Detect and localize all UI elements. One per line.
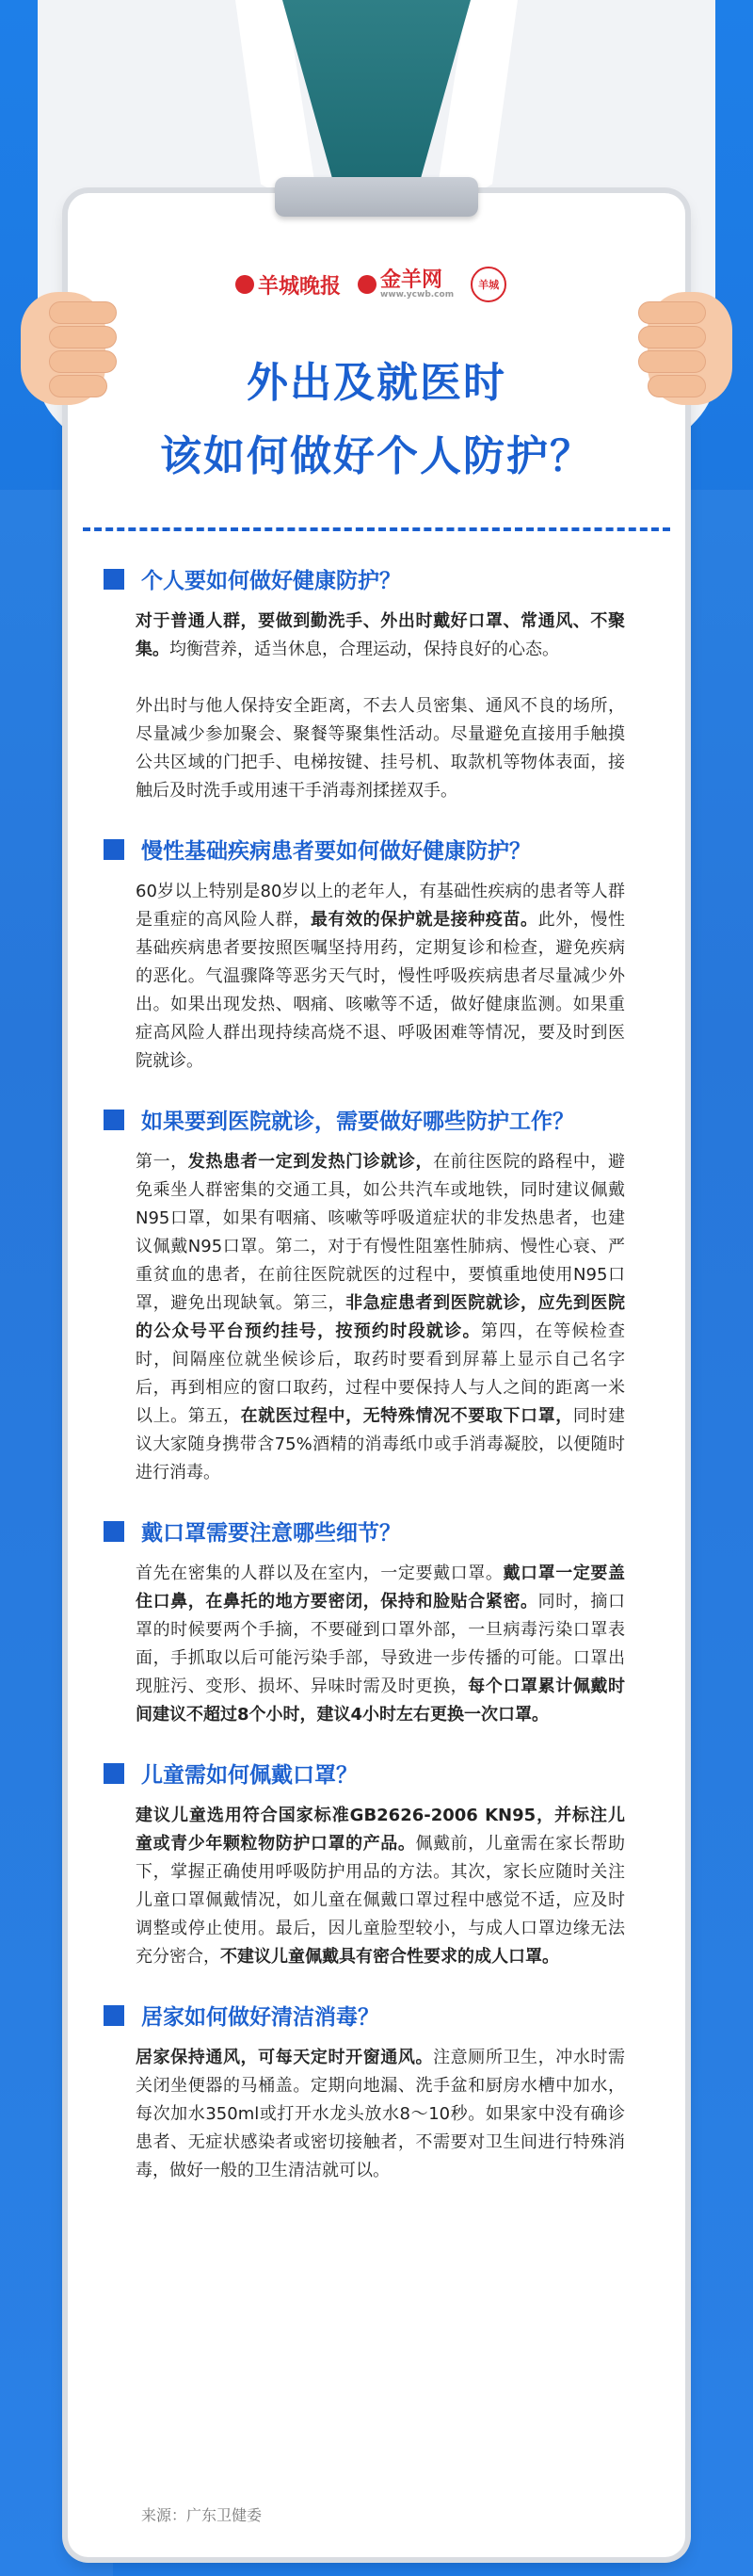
body-text: 此外，慢性基础疾病患者要按照医嘱坚持用药，定期复诊和检查，避免疾病的恶化。气温骤降等恶劣天气时，慢性呼吸疾病患者尽量减少外出。如果出现发热、咽痛、咳嗽等不适，做好健康监测。如果重症高风险人群出现持续高烧不退、呼吸困难等情况，要及时到医院就诊。 [136,910,626,1071]
source-credit: 来源：广东卫健委 [141,2506,263,2524]
logo-yangcheng-evening-news: 羊城晚报 [235,270,341,300]
section-heading-text: 慢性基础疾病患者要如何做好健康防护？ [141,839,531,864]
emphasis-text: 在就医过程中，无特殊情况不要取下口罩， [240,1406,573,1426]
section-heading-text: 个人要如何做好健康防护？ [141,569,401,593]
body-text: 第四，在等候检查时，间隔座位就坐候诊后，取药时要看到屏幕上显示自己名字后，再到相应的窗口取药，过程中要保持人与人之间的距离一米以上。第五， [136,1321,626,1426]
page-title-line1: 外出及就医时 [247,359,506,407]
section-1 [104,563,631,805]
section-heading [104,1104,631,1135]
body-text: 在前往医院的路程中，避免乘坐人群密集的交通工具，如公共汽车或地铁，同时建议佩戴N95口罩，如果有咽痛、咳嗽等呼吸道症状的非发热患者，也建议佩戴N95口罩。第二，对于有慢性阻塞性肺病、慢性心衰、严重贫血的患者，在前往医院就医的过程中，要慎重地使用N95口罩，避免出现缺氧。第三， [136,1152,626,1313]
emphasis-text: 每个口罩累计佩戴时间建议不超过8个小时，建议4小时左右更换一次口罩。 [136,1677,626,1725]
body-text: 外出时与他人保持安全距离，不去人员密集、通风不良的场所，尽量减少参加聚会、聚餐等聚集性活动。尽量避免直接用手触摸公共区域的门把手、电梯按键、挂号机、取款机等物体表面，接触后及时洗手或用速干手消毒剂揉搓双手。 [136,696,625,801]
emphasis-text: 非急症患者到医院就诊，应先到医院的公众号平台预约挂号，按预约时段就诊。 [136,1293,626,1341]
section-heading-text: 居家如何做好清洁消毒？ [141,2005,379,2030]
section-paragraph [136,2044,625,2185]
section-paragraph [136,1560,625,1729]
logo-mark-icon [235,275,254,294]
emphasis-text: 戴口罩一定要盖住口鼻，在鼻托的地方要密闭，保持和脸贴合紧密。 [136,1563,626,1612]
section-heading-text: 儿童需如何佩戴口罩？ [141,1763,358,1788]
emphasis-text: 对于普通人群，要做到勤洗手、外出时戴好口罩、常通风、不聚集。 [136,611,625,659]
article-body [104,563,631,2213]
section-paragraph [136,608,625,664]
body-text: 同时，摘口罩的时候要两个手摘，不要碰到口罩外部，一旦病毒污染口罩表面，手抓取以后可能污染手部，导致进一步传播的可能。口罩出现脏污、变形、损坏、异味时需及时更换， [136,1592,626,1696]
emphasis-text: 建议儿童选用符合国家标准GB2626-2006 KN95，并标注儿童或青少年颗粒物防护口罩的产品。 [136,1806,625,1854]
square-bullet-icon [104,839,124,860]
section-heading [104,563,631,594]
section-paragraph [136,692,625,805]
publisher-logos [235,266,518,303]
section-heading [104,2000,631,2031]
body-text: 第一， [136,1152,188,1172]
clipboard-clip [275,177,478,217]
section-paragraph [136,1148,625,1487]
logo-ycwb: 金羊网 www.ycwb.com [358,270,454,300]
body-text: 均衡营养，适当休息，合理运动，保持良好的心态。 [169,640,559,659]
section-heading-text: 如果要到医院就诊，需要做好哪些防护工作？ [141,1110,574,1134]
section-2 [104,834,631,1076]
dashed-divider [83,527,670,531]
section-heading [104,1758,631,1789]
logo-yangcheng-seal: 羊城 [471,267,506,302]
section-paragraph [136,1802,625,1971]
body-text: 注意厕所卫生，冲水时需关闭坐便器的马桶盖。定期向地漏、洗手盆和厨房水槽中加水，每次加水350ml或打开水龙头放水8～10秒。如果家中没有确诊患者、无症状感染者或密切接触者，不需要对卫生间进行特殊消毒，做好一般的卫生清洁就可以。 [136,2048,626,2180]
section-3 [104,1104,631,1487]
section-4 [104,1515,631,1729]
emphasis-text: 不建议儿童佩戴具有密合性要求的成人口罩。 [220,1947,559,1967]
square-bullet-icon [104,569,124,590]
section-5 [104,1758,631,1971]
emphasis-text: 居家保持通风，可每天定时开窗通风。 [136,2048,434,2067]
section-heading [104,834,631,865]
square-bullet-icon [104,1521,124,1542]
square-bullet-icon [104,2005,124,2026]
emphasis-text: 发热患者一定到发热门诊就诊， [187,1152,434,1172]
square-bullet-icon [104,1763,124,1784]
square-bullet-icon [104,1110,124,1130]
section-6 [104,2000,631,2185]
section-paragraph [136,878,625,1076]
section-heading [104,1515,631,1547]
body-text: 60岁以上特别是80岁以上的老年人，有基础性疾病的患者等人群是重症的高风险人群， [136,882,625,930]
emphasis-text: 最有效的保护就是接种疫苗。 [310,910,538,930]
section-heading-text: 戴口罩需要注意哪些细节？ [141,1521,401,1546]
body-text: 首先在密集的人群以及在室内，一定要戴口罩。 [136,1563,504,1583]
logo-mark-icon [358,275,376,294]
page-title-line2: 该如何做好个人防护？ [160,432,593,480]
body-text: 同时建议大家随身携带含75%酒精的消毒纸巾或手消毒凝胶，以便随时进行消毒。 [136,1406,626,1482]
body-text: 佩戴前，儿童需在家长帮助下，掌握正确使用呼吸防护用品的方法。其次，家长应随时关注儿童口罩佩戴情况，如儿童在佩戴口罩过程中感觉不适，应及时调整或停止使用。最后，因儿童脸型较小，与成人口罩边缘无法充分密合， [136,1834,626,1967]
